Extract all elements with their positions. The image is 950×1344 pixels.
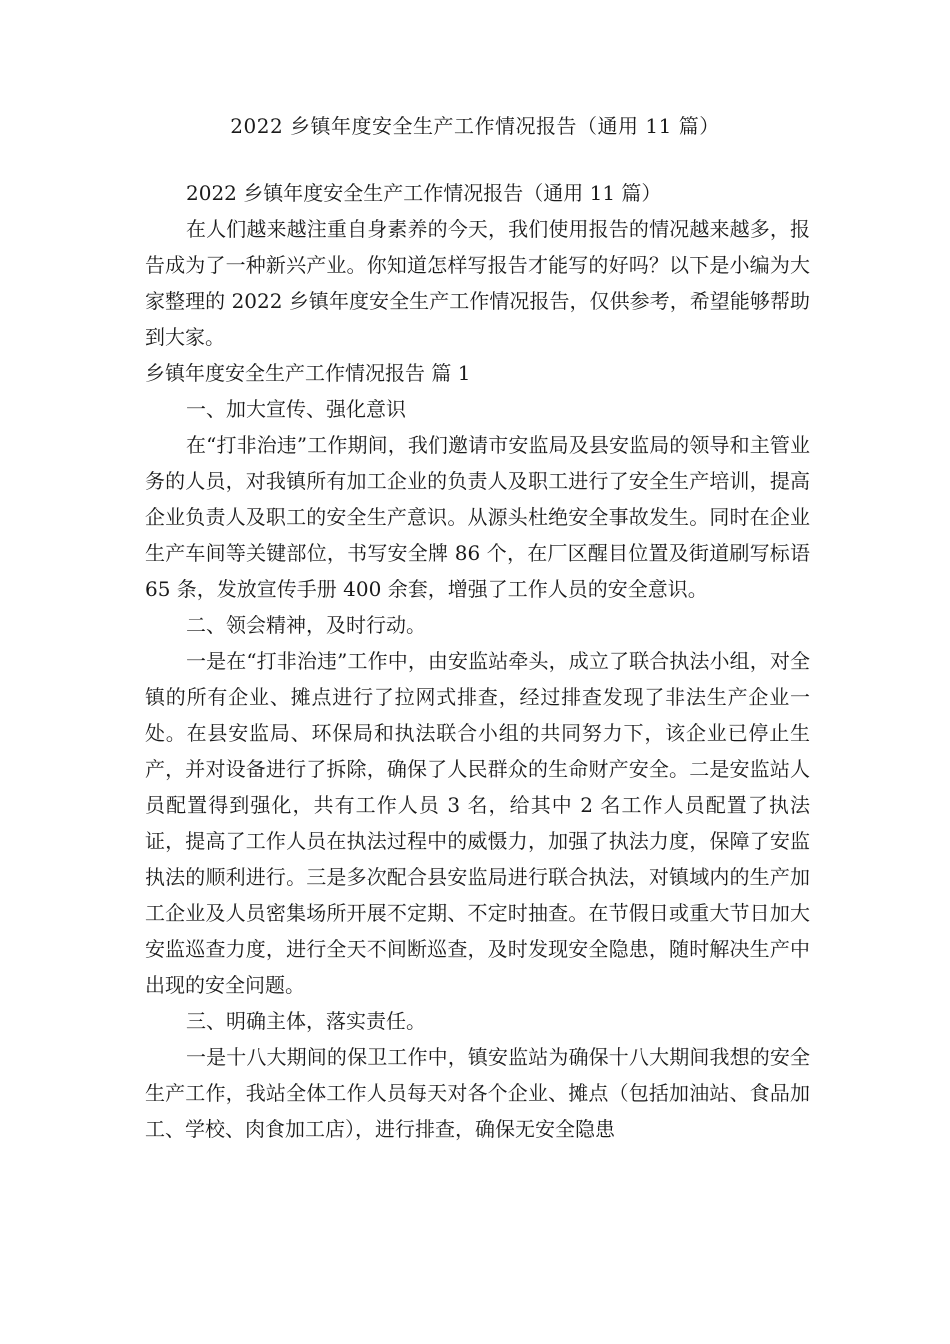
body-paragraph-1: 在“打非治违”工作期间，我们邀请市安监局及县安监局的领导和主管业务的人员，对我镇所有加工企业的负责人及职工进行了安全生产培训，提高企业负责人及职工的安全生产意识。从源头杜绝安全事故发生。同时在企业生产车间等关键部位，书写安全牌 86 个，在厂区醒目位置及街道刷写标语 65 条，发放宣传手册 400 余套，增强了工作人员的安全意识。 (145, 433, 810, 601)
subtitle-paragraph: 2022 乡镇年度安全生产工作情况报告（通用 11 篇） (186, 181, 662, 205)
subheading-3: 三、明确主体，落实责任。 (186, 1009, 426, 1033)
body-paragraph-3: 一是十八大期间的保卫工作中，镇安监站为确保十八大期间我想的安全生产工作，我站全体工作人员每天对各个企业、摊点（包括加油站、食品加工、学校、肉食加工店），进行排查，确保无安全隐患 (145, 1045, 810, 1141)
document-body (145, 175, 810, 1147)
subheading-1: 一、加大宣传、强化意识 (186, 397, 406, 421)
body-paragraph-2: 一是在“打非治违”工作中，由安监站牵头，成立了联合执法小组，对全镇的所有企业、摊点进行了拉网式排查，经过排查发现了非法生产企业一处。在县安监局、环保局和执法联合小组的共同努力下，该企业已停止生产，并对设备进行了拆除，确保了人民群众的生命财产安全。二是安监站人员配置得到强化，共有工作人员 3 名，给其中 2 名工作人员配置了执法证，提高了工作人员在执法过程中的威慑力，加强了执法力度，保障了安监执法的顺利进行。三是多次配合县安监局进行联合执法，对镇域内的生产加工企业及人员密集场所开展不定期、不定时抽查。在节假日或重大节日加大安监巡查力度，进行全天不间断巡查，及时发现安全隐患，随时解决生产中出现的安全问题。 (145, 649, 810, 997)
subheading-2: 二、领会精神，及时行动。 (186, 613, 426, 637)
section-heading: 乡镇年度安全生产工作情况报告 篇 1 (145, 361, 471, 385)
intro-paragraph: 在人们越来越注重自身素养的今天，我们使用报告的情况越来越多，报告成为了一种新兴产业。你知道怎样写报告才能写的好吗？以下是小编为大家整理的 2022 乡镇年度安全生产工作情况报告，仅供参考，希望能够帮助到大家。 (145, 217, 810, 349)
document-title: 2022 乡镇年度安全生产工作情况报告（通用 11 篇） (230, 114, 720, 138)
